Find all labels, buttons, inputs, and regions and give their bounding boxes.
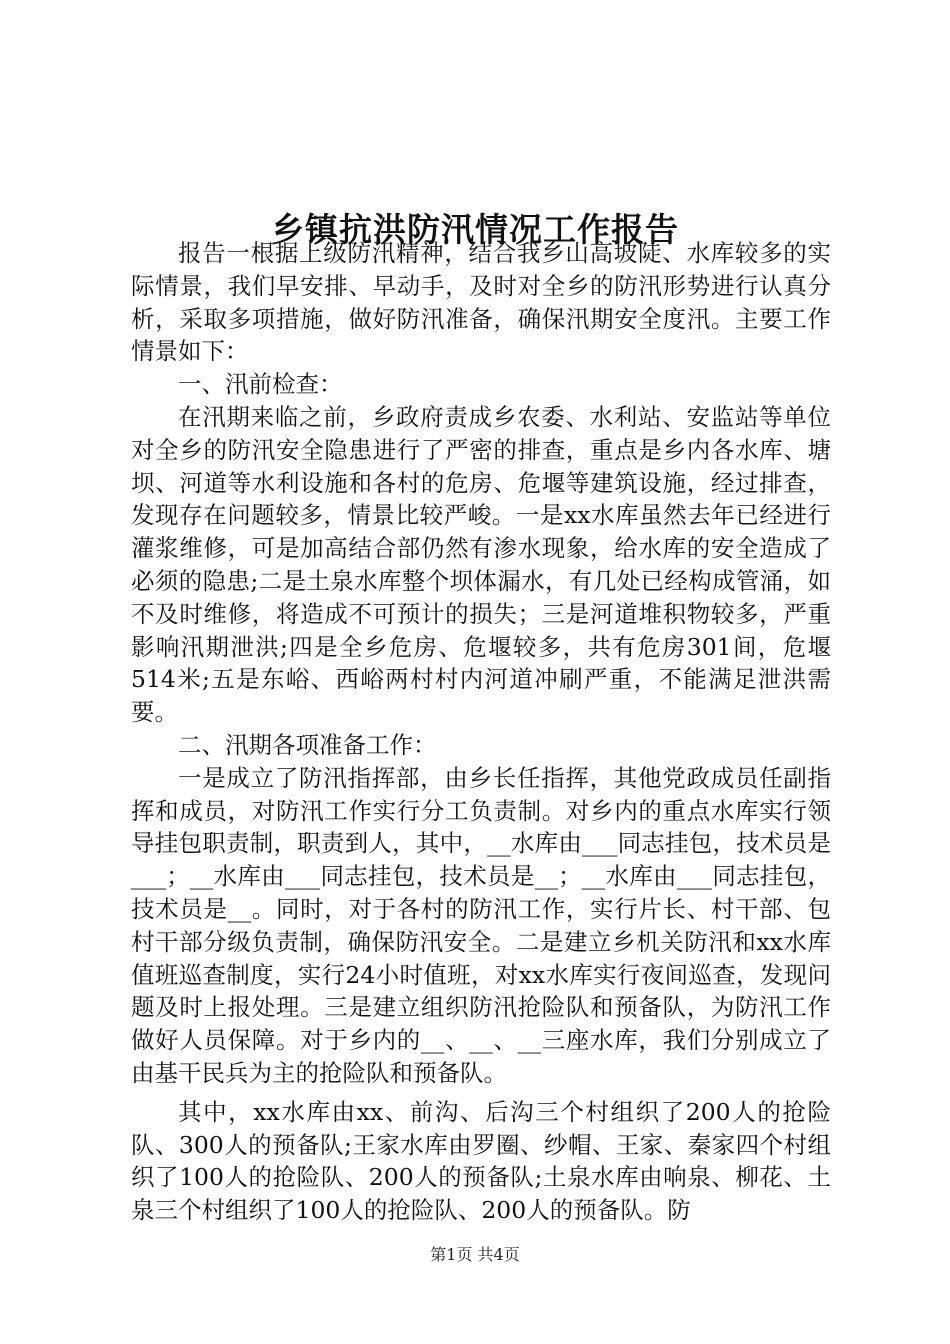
section-heading-flood-preparations: 二、汛期各项准备工作： bbox=[178, 730, 437, 759]
paragraph-command-structure: 一是成立了防汛指挥部，由乡长任指挥，其他党政成员任副指挥和成员，对防汛工作实行分工负责制。对乡内的重点水库实行领导挂包职责制，职责到人，其中，__水库由___同志挂包，技术员是___；__水库由___同志挂包，技术员是__；__水库由___同志挂包，技术员是__。同时，对于各村的防汛工作，实行片长、村干部、包村干部分级负责制，确保防汛安全。二是建立乡机关防汛和xx水库值班巡查制度，实行24小时值班，对xx水库实行夜间巡查，发现问题及时上报处理。三是建立组织防汛抢险队和预备队，为防汛工作做好人员保障。对于乡内的__、__、__三座水库，我们分别成立了由基干民兵为主的抢险队和预备队。 bbox=[131, 763, 831, 1087]
section-heading-pre-flood-inspection: 一、汛前检查： bbox=[178, 370, 343, 399]
paragraph-intro: 报告一根据上级防汛精神，结合我乡山高坡陡、水库较多的实际情景，我们早安排、早动手，及时对全乡的防汛形势进行认真分析，采取多项措施，做好防汛准备，确保汛期安全度汛。主要工作情景如下： bbox=[131, 239, 831, 366]
paragraph-inspection-findings: 在汛期来临之前，乡政府责成乡农委、水利站、安监站等单位对全乡的防汛安全隐患进行了严密的排查，重点是乡内各水库、塘坝、河道等水利设施和各村的危房、危堰等建筑设施，经过排查，发现存在问题较多，情景比较严峻。一是xx水库虽然去年已经进行灌浆维修，可是加高结合部仍然有渗水现象，给水库的安全造成了必须的隐患;二是土泉水库整个坝体漏水，有几处已经构成管涌，如不及时维修，将造成不可预计的损失；三是河道堆积物较多，严重影响汛期泄洪;四是全乡危房、危堰较多，共有危房301间，危堰514米;五是东峪、西峪两村村内河道冲刷严重，不能满足泄洪需要。 bbox=[131, 402, 831, 727]
document-title: 乡镇抗洪防汛情况工作报告 bbox=[271, 210, 679, 250]
paragraph-rescue-teams: 其中，xx水库由xx、前沟、后沟三个村组织了200人的抢险队、300人的预备队;王家水库由罗圈、纱帽、王家、秦家四个村组织了100人的抢险队、200人的预备队;土泉水库由响泉、柳花、土泉三个村组织了100人的抢险队、200人的预备队。防 bbox=[131, 1097, 831, 1225]
page-number-footer: 第1页 共4页 bbox=[430, 1245, 520, 1264]
document-body bbox=[131, 237, 831, 1227]
